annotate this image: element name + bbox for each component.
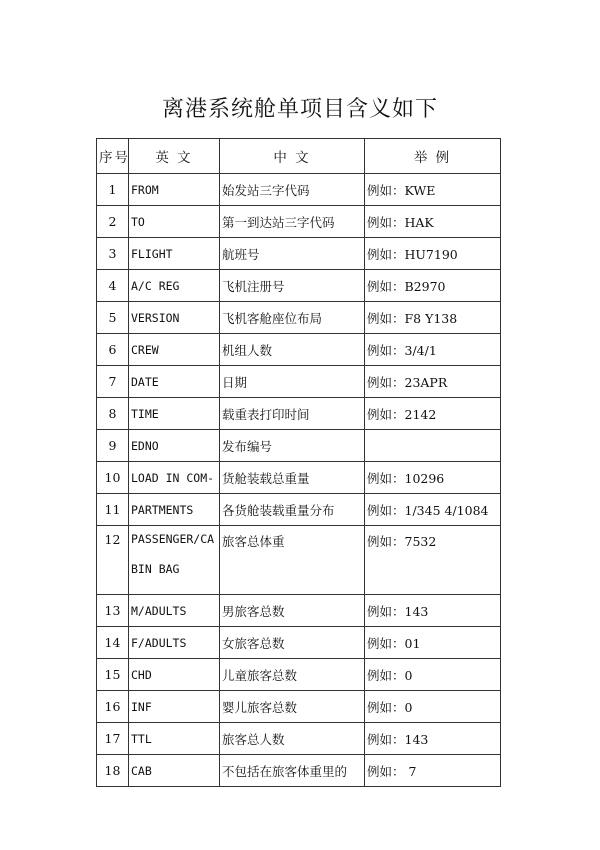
table-row [97, 755, 501, 787]
row-chinese: 货舱装载总重量 [220, 462, 365, 494]
row-english-line-2: BIN BAG [131, 562, 180, 576]
table-row [97, 627, 501, 659]
row-english: FROM [129, 174, 220, 206]
row-english: CREW [129, 334, 220, 366]
row-english: A/C REG [129, 270, 220, 302]
row-chinese: 航班号 [220, 238, 365, 270]
table-row [97, 238, 501, 270]
row-english: VERSION [129, 302, 220, 334]
page-title: 离港系统舱单项目含义如下 [161, 97, 438, 122]
row-english [129, 526, 220, 595]
row-example: 例如：KWE [365, 174, 501, 206]
row-chinese: 女旅客总数 [220, 627, 365, 659]
row-english: CAB [129, 755, 220, 787]
row-num: 10 [97, 462, 129, 494]
row-chinese: 各货舱装载重量分布 [220, 494, 365, 526]
table-row [97, 334, 501, 366]
row-num: 16 [97, 691, 129, 723]
row-english: LOAD IN COM- [129, 462, 220, 494]
table-row [97, 174, 501, 206]
row-num: 6 [97, 334, 129, 366]
row-chinese: 日期 [220, 366, 365, 398]
row-english: FLIGHT [129, 238, 220, 270]
row-num: 2 [97, 206, 129, 238]
row-num: 11 [97, 494, 129, 526]
row-chinese: 始发站三字代码 [220, 174, 365, 206]
table-row [97, 206, 501, 238]
table-row [97, 595, 501, 627]
row-example: 例如：3/4/1 [365, 334, 501, 366]
row-english: CHD [129, 659, 220, 691]
row-chinese: 旅客总人数 [220, 723, 365, 755]
row-num: 17 [97, 723, 129, 755]
row-chinese: 飞机客舱座位布局 [220, 302, 365, 334]
row-example: 例如：2142 [365, 398, 501, 430]
row-example: 例如：HAK [365, 206, 501, 238]
table-row [97, 430, 501, 462]
table-row [97, 659, 501, 691]
row-chinese: 不包括在旅客体重里的 [220, 755, 365, 787]
table-row [97, 366, 501, 398]
row-num: 8 [97, 398, 129, 430]
row-example [365, 430, 501, 462]
row-chinese: 发布编号 [220, 430, 365, 462]
row-chinese: 机组人数 [220, 334, 365, 366]
row-example: 例如：7532 [365, 526, 501, 595]
table-header-row [97, 139, 501, 174]
row-english: INF [129, 691, 220, 723]
header-example: 举 例 [365, 139, 501, 174]
header-chinese: 中 文 [220, 139, 365, 174]
table-row [97, 494, 501, 526]
header-num: 序号 [97, 139, 129, 174]
row-chinese: 飞机注册号 [220, 270, 365, 302]
table-row [97, 302, 501, 334]
row-example: 例如：23APR [365, 366, 501, 398]
manifest-items-table [96, 138, 501, 787]
row-english: TO [129, 206, 220, 238]
row-example: 例如：143 [365, 595, 501, 627]
row-english: M/ADULTS [129, 595, 220, 627]
row-chinese: 婴儿旅客总数 [220, 691, 365, 723]
row-example: 例如：F8 Y138 [365, 302, 501, 334]
table-row [97, 691, 501, 723]
row-example: 例如：0 [365, 659, 501, 691]
row-num: 18 [97, 755, 129, 787]
row-chinese: 旅客总体重 [220, 526, 365, 595]
row-english-line-1: PASSENGER/CA [131, 532, 215, 546]
row-english: F/ADULTS [129, 627, 220, 659]
row-num: 12 [97, 526, 129, 595]
row-num: 15 [97, 659, 129, 691]
row-english: TTL [129, 723, 220, 755]
row-english: TIME [129, 398, 220, 430]
row-num: 4 [97, 270, 129, 302]
row-chinese: 第一到达站三字代码 [220, 206, 365, 238]
header-english: 英 文 [129, 139, 220, 174]
row-english: PARTMENTS [129, 494, 220, 526]
row-example: 例如：143 [365, 723, 501, 755]
row-num: 7 [97, 366, 129, 398]
row-chinese: 载重表打印时间 [220, 398, 365, 430]
row-num: 3 [97, 238, 129, 270]
row-chinese: 儿童旅客总数 [220, 659, 365, 691]
row-example: 例如：HU7190 [365, 238, 501, 270]
row-example: 例如：01 [365, 627, 501, 659]
row-chinese: 男旅客总数 [220, 595, 365, 627]
row-num: 13 [97, 595, 129, 627]
row-num: 5 [97, 302, 129, 334]
table-row [97, 462, 501, 494]
row-english: DATE [129, 366, 220, 398]
table-row [97, 723, 501, 755]
table-row [97, 526, 501, 595]
row-example: 例如：1/345 4/1084 [365, 494, 501, 526]
row-num: 1 [97, 174, 129, 206]
row-example: 例如：10296 [365, 462, 501, 494]
row-example: 例如： 7 [365, 755, 501, 787]
row-num: 14 [97, 627, 129, 659]
row-example: 例如：0 [365, 691, 501, 723]
row-english: EDNO [129, 430, 220, 462]
table-row [97, 398, 501, 430]
row-num: 9 [97, 430, 129, 462]
row-example: 例如：B2970 [365, 270, 501, 302]
table-row [97, 270, 501, 302]
